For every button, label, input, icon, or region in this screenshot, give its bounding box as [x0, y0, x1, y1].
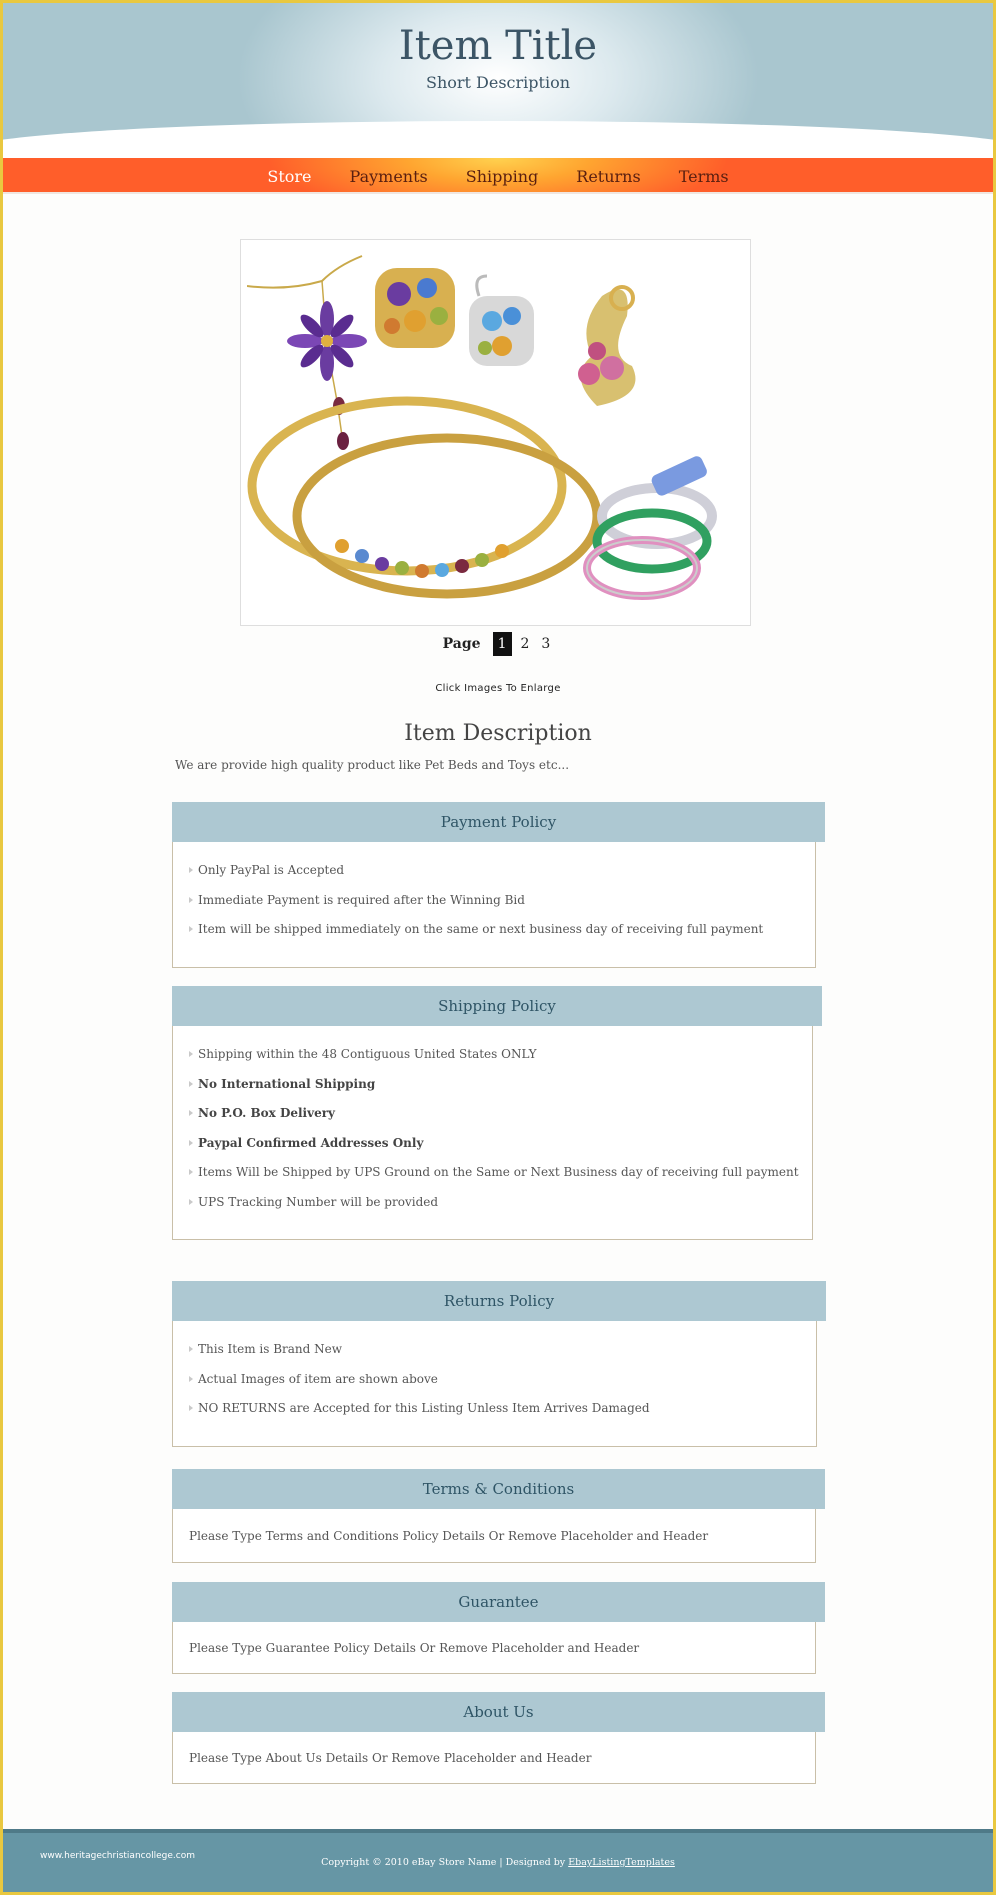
shipping-policy-title: Shipping Policy: [172, 986, 822, 1026]
about-text: Please Type About Us Details Or Remove Placeholder and Header: [189, 1751, 592, 1765]
copyright-text: Copyright © 2010 eBay Store Name | Designed by: [321, 1857, 566, 1868]
returns-policy-title: Returns Policy: [172, 1281, 826, 1321]
nav-bar: [3, 158, 993, 194]
pager-page-1[interactable]: 1: [493, 632, 512, 656]
pager-page-3[interactable]: 3: [541, 636, 551, 652]
designer-link[interactable]: EbayListingTemplates: [568, 1857, 675, 1868]
nav-item-payments[interactable]: Payments: [349, 166, 428, 186]
jewelry-illustration: [247, 246, 744, 619]
header-banner: [3, 3, 993, 163]
guarantee-title: Guarantee: [172, 1582, 825, 1622]
page-subtitle: Short Description: [425, 73, 571, 92]
payment-policy-title: Payment Policy: [172, 802, 825, 842]
shipping-policy-body: [172, 1026, 813, 1240]
product-image[interactable]: [240, 239, 751, 626]
image-pager: [3, 632, 993, 656]
pager-label: Page: [442, 636, 481, 652]
list-item: Immediate Payment is required after the Winning Bid: [189, 886, 815, 916]
list-item: Paypal Confirmed Addresses Only: [189, 1129, 812, 1159]
nav-item-shipping[interactable]: Shipping: [465, 166, 539, 186]
enlarge-hint: Click Images To Enlarge: [435, 683, 561, 694]
list-item: No International Shipping: [189, 1070, 812, 1100]
nav-item-store[interactable]: Store: [267, 166, 312, 186]
footer: [3, 1829, 993, 1892]
footer-site-url: www.heritagechristiancollege.com: [40, 1851, 195, 1861]
pager-page-2[interactable]: 2: [520, 636, 530, 652]
about-body: [172, 1732, 816, 1784]
footer-copyright: [3, 1857, 993, 1868]
guarantee-text: Please Type Guarantee Policy Details Or Remove Placeholder and Header: [189, 1641, 640, 1655]
list-item: This Item is Brand New: [189, 1335, 816, 1365]
item-description-text: We are provide high quality product like Pet Beds and Toys etc...: [175, 758, 570, 772]
list-item: Shipping within the 48 Contiguous United States ONLY: [189, 1040, 812, 1070]
list-item: Items Will be Shipped by UPS Ground on the Same or Next Business day of receiving full payment: [189, 1158, 812, 1188]
terms-body: [172, 1509, 816, 1563]
list-item: NO RETURNS are Accepted for this Listing Unless Item Arrives Damaged: [189, 1394, 816, 1424]
item-description-title: Item Description: [404, 721, 592, 746]
nav-item-returns[interactable]: Returns: [576, 166, 641, 186]
about-title: About Us: [172, 1692, 825, 1732]
payment-policy-body: [172, 842, 816, 968]
list-item: No P.O. Box Delivery: [189, 1099, 812, 1129]
list-item: UPS Tracking Number will be provided: [189, 1188, 812, 1218]
terms-text: Please Type Terms and Conditions Policy Details Or Remove Placeholder and Header: [189, 1529, 709, 1543]
list-item: Only PayPal is Accepted: [189, 856, 815, 886]
page-title: Item Title: [398, 23, 598, 69]
nav-item-terms[interactable]: Terms: [678, 166, 729, 186]
page-frame: [3, 3, 993, 1892]
header-swoosh: [3, 121, 993, 163]
returns-policy-body: [172, 1321, 817, 1447]
guarantee-body: [172, 1622, 816, 1674]
list-item: Actual Images of item are shown above: [189, 1365, 816, 1395]
terms-title: Terms & Conditions: [172, 1469, 825, 1509]
list-item: Item will be shipped immediately on the same or next business day of receiving full payment: [189, 915, 815, 945]
